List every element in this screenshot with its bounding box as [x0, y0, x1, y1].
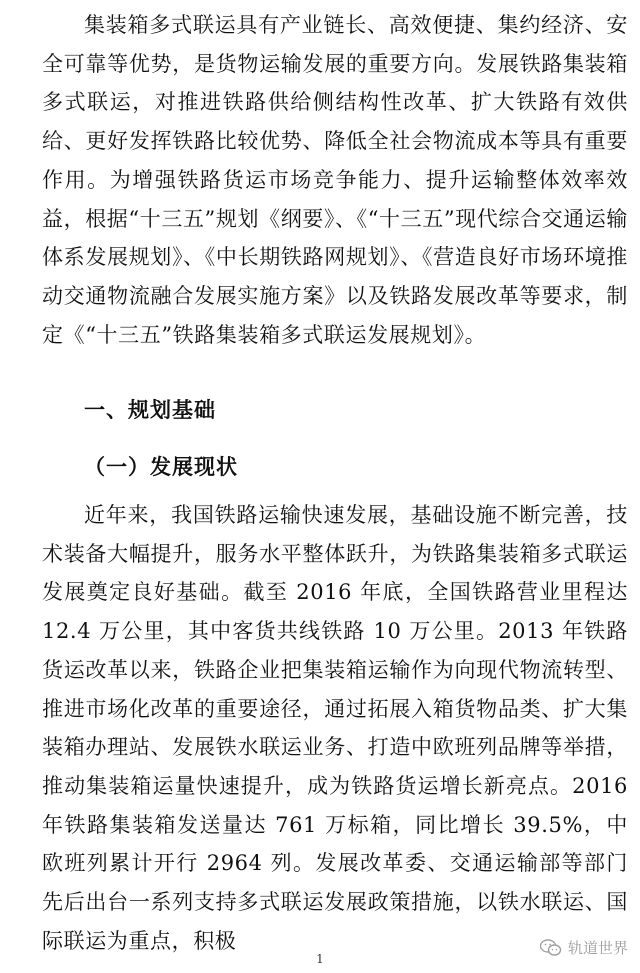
section-heading: 一、规划基础: [84, 398, 216, 422]
page-number: 1: [316, 952, 324, 966]
subsection-heading: （一）发展现状: [84, 455, 238, 479]
status-paragraph: 近年来，我国铁路运输快速发展，基础设施不断完善，技术装备大幅提升，服务水平整体跃升，为铁路集装箱多式联运发展奠定良好基础。截至 2016 年底，全国铁路营业里程达 12.4 万公里，其中客货共线铁路 10 万公里。2013 年铁路货运改革以来，铁路企业把集装箱运输作为向现代物流转型、推进市场化改革的重要途径，通过拓展入箱货物品类、扩大集装箱办理站、发展铁水联运业务、打造中欧班列品牌等举措，推动集装箱运量快速提升，成为铁路货运增长新亮点。2016 年铁路集装箱发送量达 761 万标箱，同比增长 39.5%，中欧班列累计开行 2964 列。发展改革委、交通运输部等部门先后出台一系列支持多式联运发展政策措施，以铁水联运、国际联运为重点，积极: [42, 503, 628, 953]
watermark-text: 轨道世界: [567, 939, 628, 957]
intro-paragraph: 集装箱多式联运具有产业链长、高效便捷、集约经济、安全可靠等优势，是货物运输发展的重要方向。发展铁路集装箱多式联运，对推进铁路供给侧结构性改革、扩大铁路有效供给、更好发挥铁路比较优势、降低全社会物流成本等具有重要作用。为增强铁路货运市场竞争能力、提升运输整体效率效益，根据“十三五”规划《纲要》、《“十三五”现代综合交通运输体系发展规划》、《中长期铁路网规划》、《营造良好市场环境推动交通物流融合发展实施方案》以及铁路发展改革等要求，制定《“十三五”铁路集装箱多式联运发展规划》。: [42, 13, 628, 347]
